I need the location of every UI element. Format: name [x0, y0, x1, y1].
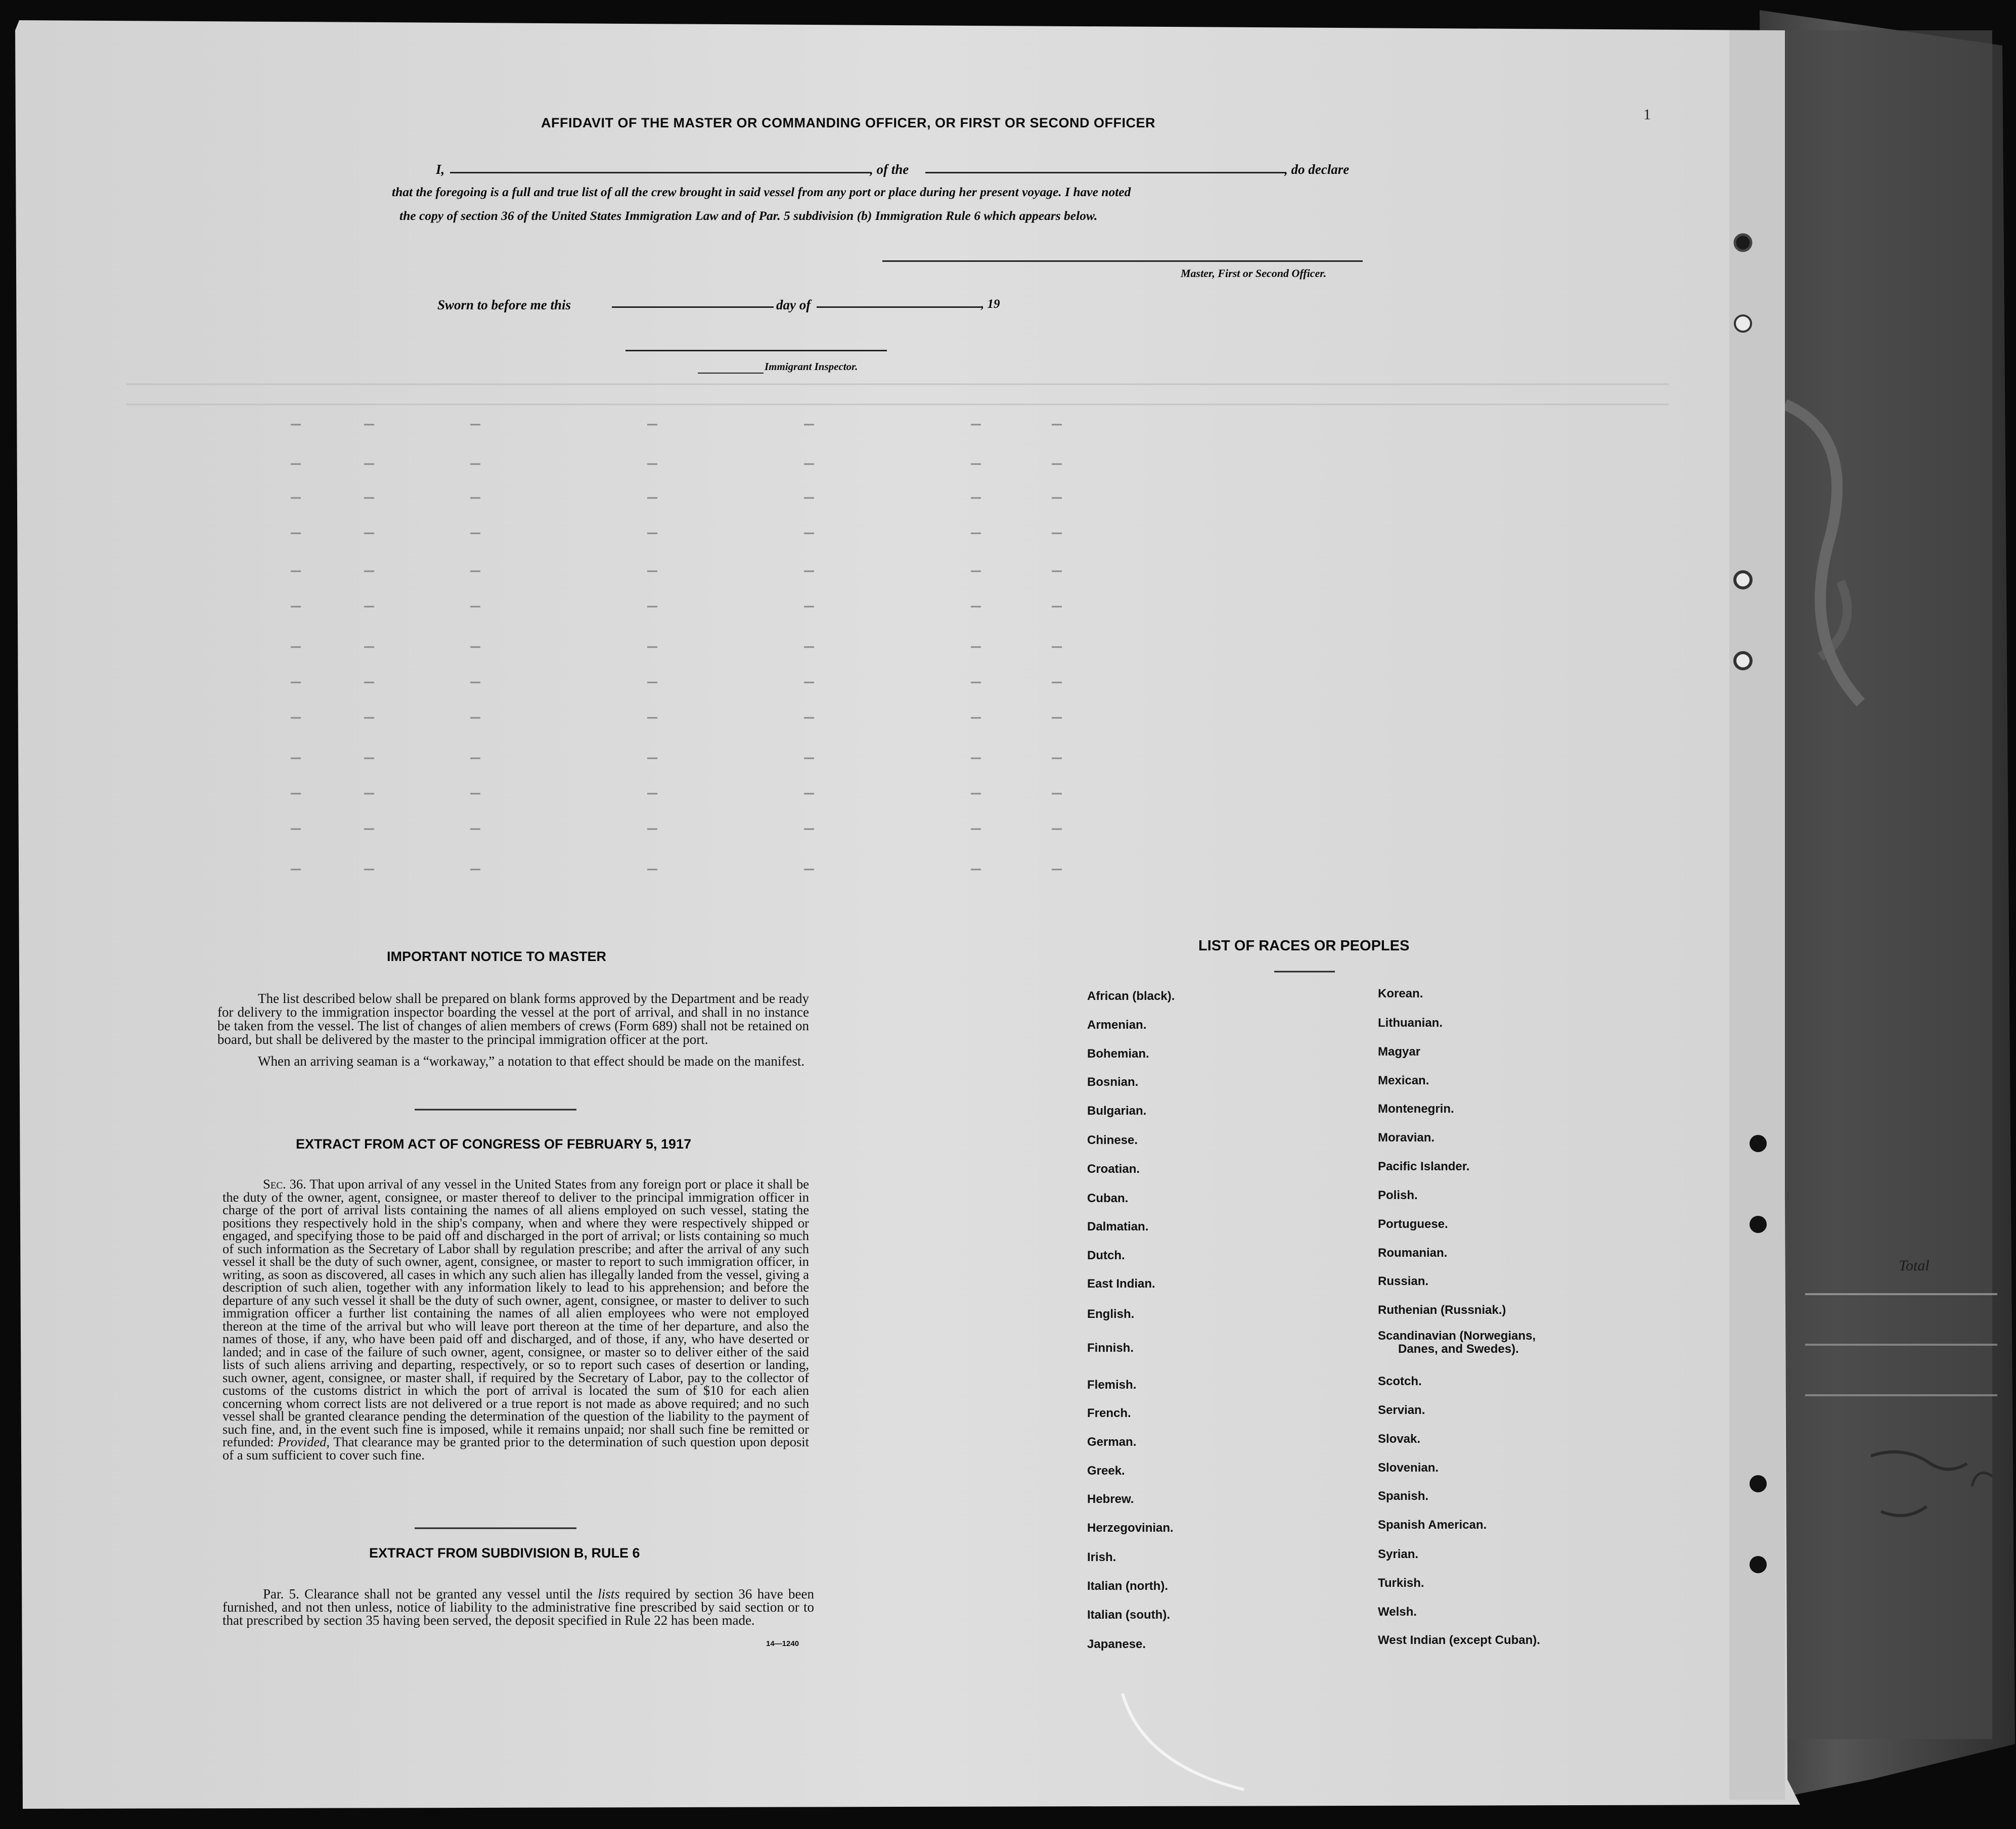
rule-body: [222, 1587, 814, 1627]
race-item-right: Roumanian.: [1378, 1246, 1448, 1260]
affidavit-of-the: , of the: [870, 162, 909, 177]
affidavit-heading: AFFIDAVIT OF THE MASTER OR COMMANDING OFFICER, OR FIRST OR SECOND OFFICER: [541, 115, 1155, 130]
page-number: 1: [1643, 106, 1651, 123]
rule-heading: EXTRACT FROM SUBDIVISION B, RULE 6: [369, 1545, 640, 1561]
race-item-left: Hebrew.: [1087, 1492, 1134, 1506]
race-item-left: African (black).: [1087, 989, 1175, 1003]
race-item-left: Italian (north).: [1087, 1579, 1168, 1593]
act-provided: Provided,: [278, 1434, 330, 1449]
race-item-left: Flemish.: [1087, 1378, 1137, 1392]
race-item-right: Turkish.: [1378, 1576, 1424, 1590]
rule-lists-word: lists: [598, 1586, 620, 1602]
affidavit-line3: the copy of section 36 of the United States Immigration Law and of Par. 5 subdivision (b) Immigration Rule 6 which appears below.: [399, 208, 1098, 223]
notice-para-1: The list described below shall be prepared on blank forms approved by the Department and be ready for delivery to the immigration inspector boarding the vessel at the port of arrival, and shall in no instance be taken from the vessel. The list of changes of alien members of crews (Form 689) shall not be retained on board, but shall be delivered by the master to the principal immigration officer at the port.: [217, 991, 809, 1047]
vessel-blank-line[interactable]: [925, 172, 1284, 173]
race-item-right: Slovak.: [1378, 1432, 1421, 1446]
act-body: [222, 1178, 809, 1461]
race-item-right: Slovenian.: [1378, 1461, 1439, 1475]
race-item-left: Dutch.: [1087, 1249, 1125, 1262]
year-prefix: , 19: [981, 297, 1000, 311]
name-blank-line[interactable]: [450, 172, 870, 173]
inspector-short-line: [698, 373, 764, 374]
race-item-left: Chinese.: [1087, 1133, 1138, 1147]
race-item-right: Ruthenian (Russniak.): [1378, 1303, 1506, 1317]
race-item-left: Armenian.: [1087, 1018, 1147, 1032]
race-item-right: Lithuanian.: [1378, 1016, 1443, 1030]
race-item-right: Polish.: [1378, 1188, 1418, 1202]
race-item-right: Syrian.: [1378, 1547, 1419, 1561]
notice-para-2: When an arriving seaman is a “workaway,” a notation to that effect should be made on the manifest.: [258, 1054, 805, 1069]
act-sec-label: Sec. 36.: [263, 1176, 306, 1192]
race-item-left: Bohemian.: [1087, 1047, 1149, 1061]
inspector-label: Immigrant Inspector.: [765, 360, 858, 373]
race-item-right: Scandinavian (Norwegians, Danes, and Swedes).: [1378, 1329, 1536, 1356]
race-item-right: Welsh.: [1378, 1605, 1417, 1619]
race-item-left: German.: [1087, 1435, 1137, 1449]
race-item-right: Russian.: [1378, 1274, 1429, 1288]
race-item-right: Montenegrin.: [1378, 1102, 1454, 1116]
race-item-left: Croatian.: [1087, 1162, 1140, 1176]
act-text-1: That upon arrival of any vessel in the United States from any foreign port or place it shall be the duty of the owner, agent, consignee, or master thereof to deliver to the principal immigration officer in charge of the port of arrival lists containing the names of all aliens employed on such vessel, stating the positions they respectively hold in the ship's company, when and where they were respectively shipped or engaged, and specifying those to be paid off and discharged in the port of arrival; or lists containing so much of such information as the Secretary of Labor shall by regulation prescribe; and after the arrival of any such vessel it shall be the duty of such owner, agent, consignee, or master to report to such immigration officer, in writing, as soon as discovered, all cases in which any such alien has illegally landed from the vessel, giving a description of such alien, together with any information likely to lead to his apprehension; and before the departure of any such vessel it shall be the duty of such owner, agent, consignee, or master to deliver to such immigration officer a further list containing the names of all alien employees who were not employed thereon at the time of the arrival but who will leave port thereon at the time of her departure, and also the names of those, if any, who have been paid off and discharged, and of those, if any, who have deserted or landed; and in case of the failure of such owner, agent, consignee, or master so to deliver either of the said lists of such aliens arriving and departing, respectively, or so to report such cases of desertion or landing, such owner, agent, consignee, or master shall, if required by the Secretary of Labor, pay to the collector of customs of the customs district in which the port of arrival is located the sum of $10 for each alien concerning whom correct lists are not delivered or a true report is not made as above required; and no such vessel shall be granted clearance pending the determination of the question of the liability to the payment of such fine, and, in the event such fine is imposed, while it remains unpaid; nor shall such fine be remitted or refunded:: [222, 1176, 809, 1449]
race-item-right: Mexican.: [1378, 1074, 1429, 1087]
race-item-right: Pacific Islander.: [1378, 1160, 1470, 1173]
race-item-right: Magyar: [1378, 1045, 1421, 1059]
race-item-right: Spanish.: [1378, 1489, 1429, 1503]
notice-heading: IMPORTANT NOTICE TO MASTER: [387, 949, 606, 964]
race-item-left: Dalmatian.: [1087, 1220, 1149, 1233]
race-item-right: Moravian.: [1378, 1131, 1435, 1145]
affidavit-line2: that the foregoing is a full and true list of all the crew brought in said vessel from any port or place during her present voyage. I have noted: [392, 185, 1131, 199]
act-heading: EXTRACT FROM ACT OF CONGRESS OF FEBRUARY 5, 1917: [296, 1136, 692, 1152]
sworn-label: Sworn to before me this: [437, 297, 571, 312]
race-item-right: Servian.: [1378, 1403, 1425, 1417]
master-signature-line[interactable]: [882, 260, 1363, 262]
race-item-right: Spanish American.: [1378, 1518, 1487, 1532]
race-item-left: Japanese.: [1087, 1637, 1146, 1651]
form-number: 14—1240: [766, 1639, 799, 1648]
race-item-left: Cuban.: [1087, 1192, 1129, 1205]
race-item-left: Italian (south).: [1087, 1608, 1170, 1622]
sworn-day-blank-line[interactable]: [612, 306, 774, 308]
act-text-2: That clearance may be granted prior to the determination of such question upon deposit of a sum sufficient to cover such fine.: [222, 1434, 810, 1462]
rule-text-1: Par. 5. Clearance shall not be granted any vessel until the: [263, 1586, 593, 1602]
race-item-left: Bosnian.: [1087, 1075, 1139, 1089]
affidavit-line1-i: I,: [436, 162, 445, 177]
race-item-left: Irish.: [1087, 1550, 1116, 1564]
races-heading: LIST OF RACES OR PEOPLES: [1198, 938, 1410, 954]
race-item-left: East Indian.: [1087, 1277, 1155, 1291]
race-item-left: Greek.: [1087, 1464, 1125, 1478]
affidavit-do-declare: , do declare: [1284, 162, 1350, 177]
race-item-right: Korean.: [1378, 987, 1423, 1000]
race-item-left: English.: [1087, 1307, 1135, 1321]
race-item-left: Bulgarian.: [1087, 1104, 1147, 1118]
race-item-right: Portuguese.: [1378, 1217, 1448, 1231]
notice-body: [217, 992, 809, 1068]
inspector-signature-line[interactable]: [625, 350, 887, 351]
total-fragment: Total: [1899, 1257, 1930, 1274]
day-of-label: day of: [776, 297, 811, 312]
sworn-month-blank-line[interactable]: [817, 306, 981, 308]
race-item-right: Scotch.: [1378, 1375, 1422, 1388]
race-item-right: West Indian (except Cuban).: [1378, 1633, 1540, 1647]
race-item-left: French.: [1087, 1406, 1131, 1420]
race-item-left: Herzegovinian.: [1087, 1521, 1174, 1535]
rule-text-2: required by section 36 have been furnished, and not then unless, notice of liability to the administrative fine prescribed by said section or to that prescribed by section 35 having been served, the deposit specified in Rule 22 has been made.: [222, 1586, 814, 1628]
master-label: Master, First or Second Officer.: [1181, 267, 1327, 280]
race-item-left: Finnish.: [1087, 1341, 1134, 1355]
